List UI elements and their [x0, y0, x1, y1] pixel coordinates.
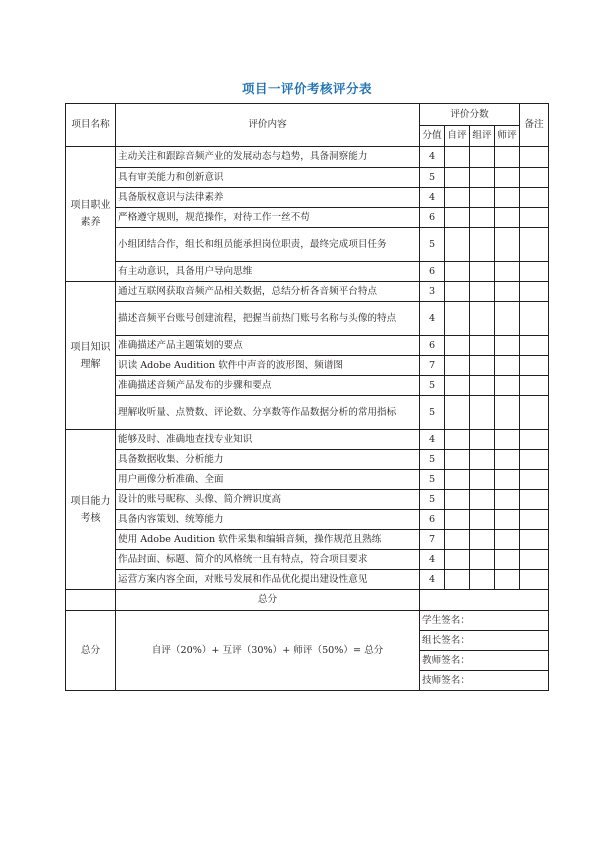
table-row — [66, 302, 549, 336]
table-row — [66, 550, 549, 570]
summary-row — [66, 611, 549, 631]
item-text: 有主动意识，具备用户导向思维 — [116, 262, 420, 282]
self-score-cell[interactable] — [445, 302, 470, 336]
item-text: 描述音频平台账号创建流程，把握当前热门账号名称与头像的特点 — [116, 302, 420, 336]
group-score-cell[interactable] — [470, 396, 495, 430]
item-text: 主动关注和跟踪音频产业的发展动态与趋势，具备洞察能力 — [116, 147, 420, 168]
item-text: 能够及时、准确地查找专业知识 — [116, 430, 420, 450]
self-score-cell[interactable] — [445, 450, 470, 470]
section-name: 项目职业素养 — [66, 147, 116, 282]
teacher-score-cell[interactable] — [495, 262, 520, 282]
remark-cell[interactable] — [520, 470, 549, 490]
self-score-cell[interactable] — [445, 530, 470, 550]
signature-field[interactable]: 技师签名： — [420, 671, 549, 691]
item-text: 作品封面、标题、简介的风格统一且有特点，符合项目要求 — [116, 550, 420, 570]
item-score: 6 — [420, 336, 445, 356]
item-score: 5 — [420, 228, 445, 262]
teacher-score-cell[interactable] — [495, 336, 520, 356]
group-score-cell[interactable] — [470, 168, 495, 188]
item-score: 5 — [420, 376, 445, 396]
page-title: 项目一评价考核评分表 — [241, 81, 372, 96]
remark-cell[interactable] — [520, 510, 549, 530]
teacher-score-cell[interactable] — [495, 208, 520, 228]
self-score-cell[interactable] — [445, 510, 470, 530]
header-remark: 备注 — [520, 104, 549, 147]
group-score-cell[interactable] — [470, 282, 495, 302]
item-text: 准确描述产品主题策划的要点 — [116, 336, 420, 356]
remark-cell[interactable] — [520, 530, 549, 550]
summary-label: 总分 — [66, 611, 116, 691]
teacher-score-cell[interactable] — [495, 228, 520, 262]
group-score-cell[interactable] — [470, 208, 495, 228]
self-score-cell[interactable] — [445, 356, 470, 376]
group-score-cell[interactable] — [470, 430, 495, 450]
item-score: 4 — [420, 570, 445, 590]
item-text: 设计的账号昵称、头像、简介辨识度高 — [116, 490, 420, 510]
item-score: 7 — [420, 356, 445, 376]
item-text: 具备版权意识与法律素养 — [116, 188, 420, 208]
table-row — [66, 147, 549, 168]
table-row — [66, 396, 549, 430]
table-row — [66, 510, 549, 530]
item-score: 4 — [420, 302, 445, 336]
self-score-cell[interactable] — [445, 188, 470, 208]
item-score: 5 — [420, 168, 445, 188]
group-score-cell[interactable] — [470, 302, 495, 336]
table-row — [66, 168, 549, 188]
signature-field[interactable]: 组长签名： — [420, 631, 549, 651]
item-text: 具有审美能力和创新意识 — [116, 168, 420, 188]
self-score-cell[interactable] — [445, 430, 470, 450]
item-score: 4 — [420, 147, 445, 168]
table-row — [66, 208, 549, 228]
table-row — [66, 490, 549, 510]
item-text: 严格遵守规则，规范操作，对待工作一丝不苟 — [116, 208, 420, 228]
table-row — [66, 470, 549, 490]
teacher-score-cell[interactable] — [495, 470, 520, 490]
teacher-score-cell[interactable] — [495, 510, 520, 530]
group-score-cell[interactable] — [470, 470, 495, 490]
self-score-cell[interactable] — [445, 228, 470, 262]
table-row — [66, 570, 549, 590]
teacher-score-cell[interactable] — [495, 396, 520, 430]
remark-cell[interactable] — [520, 336, 549, 356]
group-score-cell[interactable] — [470, 376, 495, 396]
teacher-score-cell[interactable] — [495, 147, 520, 168]
remark-cell[interactable] — [520, 208, 549, 228]
remark-cell[interactable] — [520, 262, 549, 282]
remark-cell[interactable] — [520, 490, 549, 510]
group-score-cell[interactable] — [470, 490, 495, 510]
remark-cell[interactable] — [520, 188, 549, 208]
group-score-cell[interactable] — [470, 510, 495, 530]
remark-cell[interactable] — [520, 147, 549, 168]
group-score-cell[interactable] — [470, 356, 495, 376]
table-row — [66, 376, 549, 396]
section-name: 项目知识理解 — [66, 282, 116, 430]
self-score-cell[interactable] — [445, 168, 470, 188]
item-score: 6 — [420, 208, 445, 228]
teacher-score-cell[interactable] — [495, 188, 520, 208]
table-row — [66, 430, 549, 450]
item-score: 3 — [420, 282, 445, 302]
group-score-cell[interactable] — [470, 262, 495, 282]
remark-cell[interactable] — [520, 550, 549, 570]
item-score: 7 — [420, 530, 445, 550]
self-score-cell[interactable] — [445, 376, 470, 396]
item-score: 5 — [420, 396, 445, 430]
teacher-score-cell[interactable] — [495, 530, 520, 550]
remark-cell[interactable] — [520, 356, 549, 376]
group-score-cell[interactable] — [470, 530, 495, 550]
item-text: 识读 Adobe Audition 软件中声音的波形图、频谱图 — [116, 356, 420, 376]
signature-field[interactable]: 学生签名： — [420, 611, 549, 631]
teacher-score-cell[interactable] — [495, 450, 520, 470]
remark-cell[interactable] — [520, 168, 549, 188]
teacher-score-cell[interactable] — [495, 550, 520, 570]
group-score-cell[interactable] — [470, 570, 495, 590]
group-score-cell[interactable] — [470, 228, 495, 262]
evaluation-table — [65, 103, 549, 691]
header-group: 组评 — [470, 126, 495, 147]
table-row — [66, 188, 549, 208]
self-score-cell[interactable] — [445, 147, 470, 168]
item-score: 4 — [420, 188, 445, 208]
item-score: 5 — [420, 450, 445, 470]
total-value-cell[interactable] — [420, 590, 549, 611]
item-score: 4 — [420, 430, 445, 450]
total-label: 总分 — [116, 590, 420, 611]
item-text: 通过互联网获取音频产品相关数据，总结分析各音频平台特点 — [116, 282, 420, 302]
teacher-score-cell[interactable] — [495, 430, 520, 450]
teacher-score-cell[interactable] — [495, 376, 520, 396]
self-score-cell[interactable] — [445, 282, 470, 302]
table-row — [66, 336, 549, 356]
item-text: 运营方案内容全面，对账号发展和作品优化提出建设性意见 — [116, 570, 420, 590]
self-score-cell[interactable] — [445, 396, 470, 430]
teacher-score-cell[interactable] — [495, 168, 520, 188]
group-score-cell[interactable] — [470, 188, 495, 208]
item-text: 准确描述音频产品发布的步骤和要点 — [116, 376, 420, 396]
self-score-cell[interactable] — [445, 470, 470, 490]
signature-field[interactable]: 教师签名： — [420, 651, 549, 671]
remark-cell[interactable] — [520, 302, 549, 336]
self-score-cell[interactable] — [445, 570, 470, 590]
self-score-cell[interactable] — [445, 490, 470, 510]
remark-cell[interactable] — [520, 282, 549, 302]
item-score: 5 — [420, 490, 445, 510]
table-row — [66, 530, 549, 550]
remark-cell[interactable] — [520, 430, 549, 450]
self-score-cell[interactable] — [445, 336, 470, 356]
teacher-score-cell[interactable] — [495, 490, 520, 510]
item-score: 5 — [420, 470, 445, 490]
table-row — [66, 282, 549, 302]
item-text: 用户画像分析准确、全面 — [116, 470, 420, 490]
group-score-cell[interactable] — [470, 550, 495, 570]
group-score-cell[interactable] — [470, 147, 495, 168]
self-score-cell[interactable] — [445, 262, 470, 282]
section-name: 项目能力考核 — [66, 430, 116, 590]
self-score-cell[interactable] — [445, 550, 470, 570]
total-blank-cell — [66, 590, 116, 611]
item-text: 使用 Adobe Audition 软件采集和编辑音频，操作规范且熟练 — [116, 530, 420, 550]
remark-cell[interactable] — [520, 570, 549, 590]
teacher-score-cell[interactable] — [495, 302, 520, 336]
self-score-cell[interactable] — [445, 208, 470, 228]
header-self: 自评 — [445, 126, 470, 147]
score-formula: 自评（20%）+ 互评（30%）+ 师评（50%）= 总分 — [116, 611, 420, 691]
item-score: 4 — [420, 550, 445, 570]
item-score: 6 — [420, 510, 445, 530]
teacher-score-cell[interactable] — [495, 282, 520, 302]
item-text: 小组团结合作，组长和组员能承担岗位职责，最终完成项目任务 — [116, 228, 420, 262]
teacher-score-cell[interactable] — [495, 570, 520, 590]
item-score: 6 — [420, 262, 445, 282]
header-teacher: 师评 — [495, 126, 520, 147]
item-text: 理解收听量、点赞数、评论数、分享数等作品数据分析的常用指标 — [116, 396, 420, 430]
header-score-group: 评价分数 — [420, 104, 520, 126]
header-score: 分值 — [420, 126, 445, 147]
table-row — [66, 262, 549, 282]
item-text: 具备数据收集、分析能力 — [116, 450, 420, 470]
table-row — [66, 356, 549, 376]
header-content: 评价内容 — [116, 104, 420, 147]
remark-cell[interactable] — [520, 450, 549, 470]
item-text: 具备内容策划、统筹能力 — [116, 510, 420, 530]
group-score-cell[interactable] — [470, 450, 495, 470]
teacher-score-cell[interactable] — [495, 356, 520, 376]
table-row — [66, 450, 549, 470]
remark-cell[interactable] — [520, 376, 549, 396]
total-row — [66, 590, 549, 611]
group-score-cell[interactable] — [470, 336, 495, 356]
header-project-name: 项目名称 — [66, 104, 116, 147]
remark-cell[interactable] — [520, 228, 549, 262]
remark-cell[interactable] — [520, 396, 549, 430]
table-row — [66, 228, 549, 262]
